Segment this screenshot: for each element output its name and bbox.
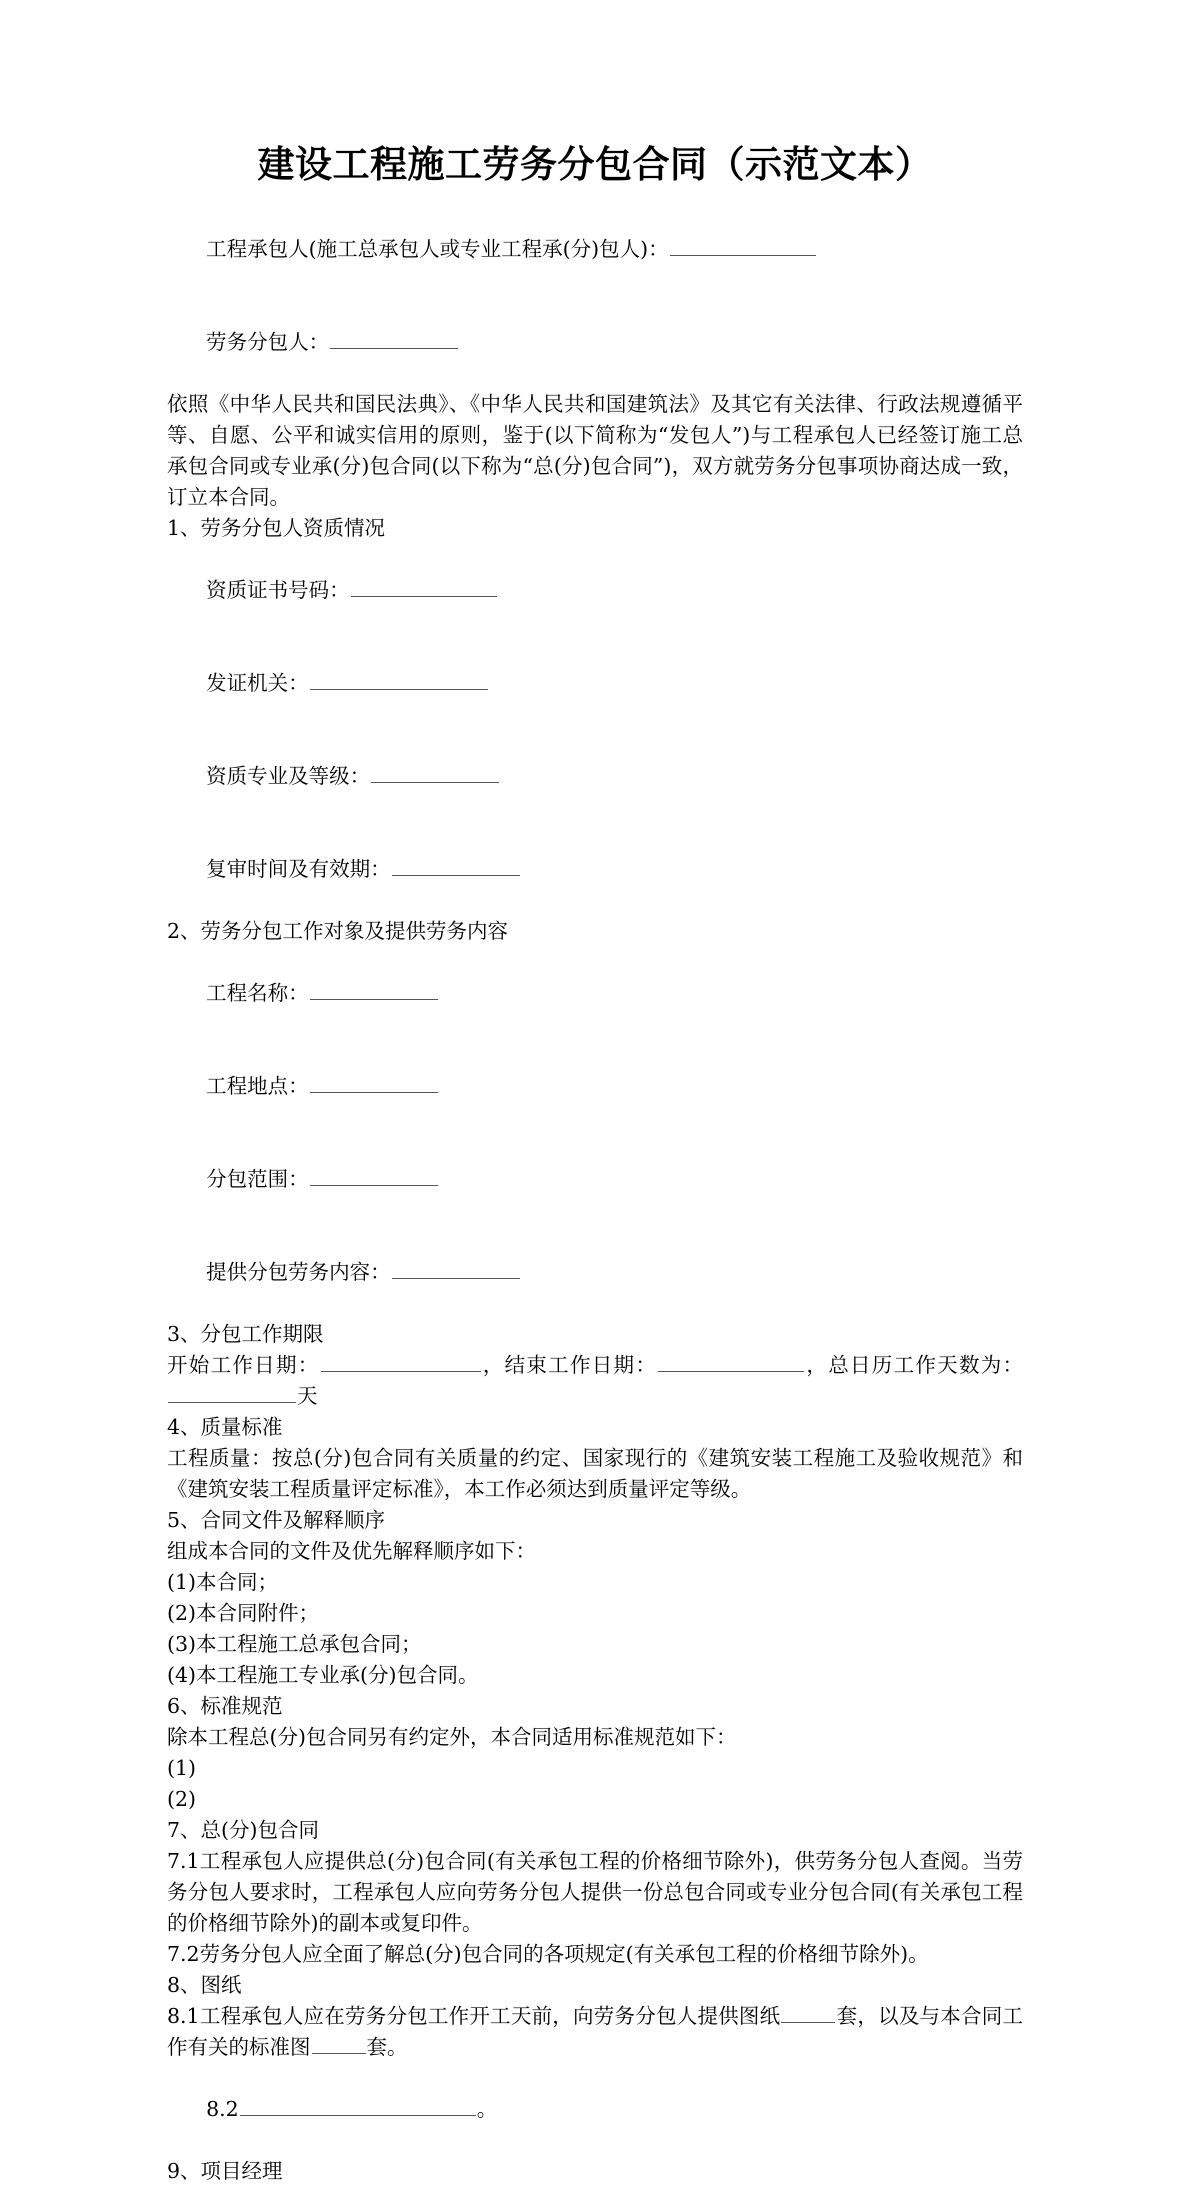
field-subcontractor-blank[interactable] bbox=[330, 328, 458, 349]
section-heading-2: 2、劳务分包工作对象及提供劳务内容 bbox=[167, 918, 509, 943]
list-item: (3)本工程施工总承包合同； bbox=[167, 1631, 422, 1656]
field-labor-content bbox=[167, 1226, 1023, 1319]
clause-8-1-text-2: 套，以及与本合同工作有关的标准图 bbox=[167, 2003, 1023, 2059]
section-heading-4: 4、质量标准 bbox=[167, 1414, 283, 1439]
list-item: (1)本合同； bbox=[167, 1569, 279, 1594]
clause-8-1-text-3: 套。 bbox=[366, 2034, 408, 2059]
field-qualification-grade bbox=[167, 730, 1023, 823]
clause-8-2-prefix: 8.2 bbox=[206, 2096, 239, 2121]
section-heading-8: 8、图纸 bbox=[167, 1972, 242, 1997]
clause-8-2-suffix: 。 bbox=[476, 2096, 498, 2121]
list-item: (2)本合同附件； bbox=[167, 1600, 320, 1625]
field-end-date-label: ，结束工作日期： bbox=[481, 1352, 658, 1377]
field-subcontractor bbox=[167, 296, 1023, 389]
field-work-duration bbox=[167, 1350, 1023, 1412]
field-project-location bbox=[167, 1040, 1023, 1133]
field-total-days-blank[interactable] bbox=[168, 1382, 296, 1403]
field-issuing-authority bbox=[167, 637, 1023, 730]
clause-8-1-text-1: 8.1工程承包人应在劳务分包工作开工天前，向劳务分包人提供图纸 bbox=[167, 2003, 781, 2028]
list-item: (1) bbox=[167, 1755, 197, 1780]
preamble-paragraph: 依照《中华人民共和国民法典》、《中华人民共和国建筑法》及其它有关法律、行政法规遵循平等、自愿、公平和诚实信用的原则，鉴于(以下简称为“发包人”)与工程承包人已经签订施工总承包合同或专业承(分)包合同(以下称为“总(分)包合同”)，双方就劳务分包事项协商达成一致，订立本合同。 bbox=[167, 391, 1023, 509]
field-subcontract-scope bbox=[167, 1133, 1023, 1226]
field-qualification-grade-label: 资质专业及等级： bbox=[206, 763, 371, 788]
clause-8-1-blank-standard-drawings[interactable] bbox=[312, 2033, 366, 2054]
field-issuing-authority-label: 发证机关： bbox=[206, 670, 309, 695]
field-project-name-label: 工程名称： bbox=[206, 980, 309, 1005]
field-start-date-label: 开始工作日期： bbox=[167, 1352, 320, 1377]
field-end-date-blank[interactable] bbox=[658, 1351, 804, 1372]
standards-intro: 除本工程总(分)包合同另有约定外，本合同适用标准规范如下： bbox=[167, 1724, 737, 1749]
field-qualification-grade-blank[interactable] bbox=[371, 762, 499, 783]
field-qualification-number bbox=[167, 544, 1023, 637]
section-heading-9: 9、项目经理 bbox=[167, 2158, 283, 2183]
section-heading-7: 7、总(分)包合同 bbox=[167, 1817, 320, 1842]
field-total-days-label: ，总日历工作天数为： bbox=[805, 1352, 1024, 1377]
section-heading-5: 5、合同文件及解释顺序 bbox=[167, 1507, 386, 1532]
section-heading-3: 3、分包工作期限 bbox=[167, 1321, 324, 1346]
document-body bbox=[167, 140, 1023, 2187]
field-review-validity-label: 复审时间及有效期： bbox=[206, 856, 391, 881]
clause-7-2: 7.2劳务分包人应全面了解总(分)包合同的各项规定(有关承包工程的价格细节除外)。 bbox=[167, 1941, 929, 1966]
field-issuing-authority-blank[interactable] bbox=[310, 669, 488, 690]
field-review-validity-blank[interactable] bbox=[392, 855, 520, 876]
field-project-name bbox=[167, 947, 1023, 1040]
field-project-name-blank[interactable] bbox=[310, 979, 438, 1000]
field-days-unit: 天 bbox=[297, 1383, 318, 1408]
clause-8-1-blank-drawings[interactable] bbox=[781, 2002, 835, 2023]
page-title: 建设工程施工劳务分包合同（示范文本） bbox=[257, 142, 933, 186]
field-subcontract-scope-label: 分包范围： bbox=[206, 1166, 309, 1191]
field-project-location-label: 工程地点： bbox=[206, 1073, 309, 1098]
field-qualification-number-label: 资质证书号码： bbox=[206, 577, 350, 602]
field-subcontract-scope-blank[interactable] bbox=[310, 1165, 438, 1186]
section-heading-6: 6、标准规范 bbox=[167, 1693, 283, 1718]
field-contractor-label: 工程承包人(施工总承包人或专业工程承(分)包人)： bbox=[206, 236, 669, 261]
clause-8-2-blank[interactable] bbox=[240, 2095, 476, 2116]
contract-documents-intro: 组成本合同的文件及优先解释顺序如下： bbox=[167, 1538, 536, 1563]
field-contractor bbox=[167, 203, 1023, 296]
section-heading-1: 1、劳务分包人资质情况 bbox=[167, 515, 386, 540]
field-labor-content-label: 提供分包劳务内容： bbox=[206, 1259, 391, 1284]
field-labor-content-blank[interactable] bbox=[392, 1258, 520, 1279]
clause-8-2 bbox=[167, 2063, 1023, 2156]
clause-8-1 bbox=[167, 2001, 1023, 2063]
clause-7-1: 7.1工程承包人应提供总(分)包合同(有关承包工程的价格细节除外)，供劳务分包人查阅。当劳务分包人要求时，工程承包人应向劳务分包人提供一份总包合同或专业分包合同(有关承包工程的价格细节除外)的副本或复印件。 bbox=[167, 1848, 1023, 1935]
field-project-location-blank[interactable] bbox=[310, 1072, 438, 1093]
list-item: (2) bbox=[167, 1786, 197, 1811]
quality-standard-paragraph: 工程质量：按总(分)包合同有关质量的约定、国家现行的《建筑安装工程施工及验收规范》和《建筑安装工程质量评定标准》，本工作必须达到质量评定等级。 bbox=[167, 1445, 1023, 1501]
field-qualification-number-blank[interactable] bbox=[351, 576, 497, 597]
field-contractor-blank[interactable] bbox=[670, 235, 816, 256]
field-start-date-blank[interactable] bbox=[321, 1351, 481, 1372]
list-item: (4)本工程施工专业承(分)包合同。 bbox=[167, 1662, 479, 1687]
field-subcontractor-label: 劳务分包人： bbox=[206, 329, 330, 354]
field-review-validity bbox=[167, 823, 1023, 916]
